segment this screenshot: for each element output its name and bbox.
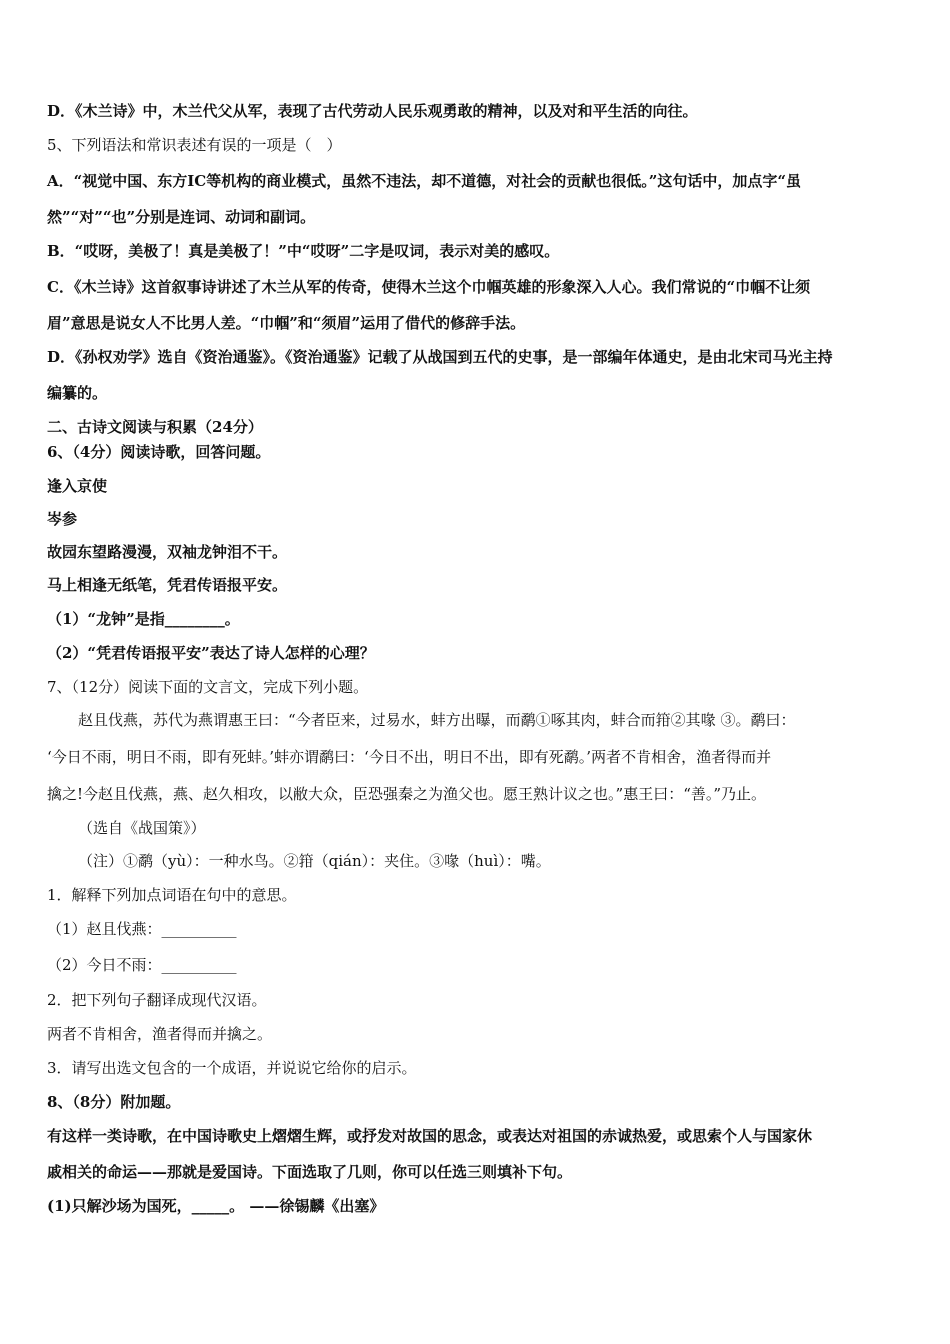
poem-title: 逢入京使 [47, 477, 108, 495]
q8-intro-line1: 有这样一类诗歌，在中国诗歌史上熠熠生辉，或抒发对故国的思念，或表达对祖国的赤诚热爱，或思索个人与国家休 [47, 1127, 813, 1145]
question-8: 8、（8分）附加题。 [47, 1093, 181, 1111]
q5-option-b: B．“哎呀，美极了！真是美极了！”中“哎呀”二字是叹词，表示对美的感叹。 [47, 242, 560, 260]
q5-option-c-line2: 眉”意思是说女人不比男人差。“巾帼”和“须眉”运用了借代的修辞手法。 [47, 314, 526, 332]
q5-option-a-line1: A．“视觉中国、东方IC等机构的商业模式，虽然不违法，却不道德，对社会的贡献也很低。”这句话中，加点字“虽 [47, 172, 801, 190]
question-5: 5、下列语法和常识表述有误的一项是（ ） [47, 136, 342, 154]
classical-text-line1: 赵且伐燕，苏代为燕谓惠王曰：“今者臣来，过易水，蚌方出曝，而鹬①啄其肉，蚌合而箝②其喙 ③。鹬曰： [78, 711, 796, 729]
q8-intro-line2: 戚相关的命运——那就是爱国诗。下面选取了几则，你可以任选三则填补下句。 [47, 1163, 573, 1181]
q5-option-d-line2: 编纂的。 [47, 384, 108, 402]
q7-sub-2-sentence: 两者不肯相舍，渔者得而并擒之。 [47, 1025, 273, 1043]
q6-sub-1: （1）“龙钟”是指________。 [47, 610, 240, 628]
poem-author: 岑参 [47, 510, 78, 528]
q7-sub-1: 1．解释下列加点词语在句中的意思。 [47, 886, 297, 904]
q4-option-d: D．《木兰诗》中，木兰代父从军，表现了古代劳动人民乐观勇敢的精神，以及对和平生活的向往。 [47, 102, 698, 120]
classical-text-line3: 擒之!今赵且伐燕，燕、赵久相攻，以敝大众，臣恐强秦之为渔父也。愿王熟计议之也。”惠王曰：“善。”乃止。 [47, 785, 767, 803]
section-2-heading: 二、古诗文阅读与积累（24分） [47, 418, 263, 436]
classical-text-line2: ‘今日不雨，明日不雨，即有死蚌。’蚌亦谓鹬曰：‘今日不出，明日不出，即有死鹬。’两者不肯相舍，渔者得而并 [47, 748, 772, 766]
q6-sub-2: （2）“凭君传语报平安”表达了诗人怎样的心理？ [47, 644, 375, 662]
question-7: 7、（12分）阅读下面的文言文，完成下列小题。 [47, 678, 369, 696]
q5-option-a-line2: 然”“对”“也”分别是连词、动词和副词。 [47, 208, 316, 226]
q7-sub-1-item-2: （2）今日不雨：__________ [47, 956, 237, 974]
question-6: 6、（4分）阅读诗歌，回答问题。 [47, 443, 271, 461]
q5-option-c-line1: C．《木兰诗》这首叙事诗讲述了木兰从军的传奇，使得木兰这个巾帼英雄的形象深入人心。我们常说的“巾帼不让须 [47, 278, 811, 296]
poem-line-2: 马上相逢无纸笔，凭君传语报平安。 [47, 576, 288, 594]
q5-option-d-line1: D．《孙权劝学》选自《资治通鉴》。《资治通鉴》记载了从战国到五代的史事，是一部编年体通史，是由北宋司马光主持 [47, 348, 833, 366]
classical-text-source: （选自《战国策》） [78, 819, 206, 837]
classical-text-notes: （注）①鹬（yù）：一种水鸟。②箝（qián）：夹住。③喙（huì）：嘴。 [78, 852, 551, 870]
q7-sub-2: 2．把下列句子翻译成现代汉语。 [47, 991, 267, 1009]
q7-sub-3: 3．请写出选文包含的一个成语，并说说它给你的启示。 [47, 1059, 417, 1077]
poem-line-1: 故园东望路漫漫，双袖龙钟泪不干。 [47, 543, 288, 561]
q8-item-1: (1)只解沙场为国死，_____。 ——徐锡麟《出塞》 [47, 1197, 385, 1215]
q7-sub-1-item-1: （1）赵且伐燕：__________ [47, 920, 237, 938]
